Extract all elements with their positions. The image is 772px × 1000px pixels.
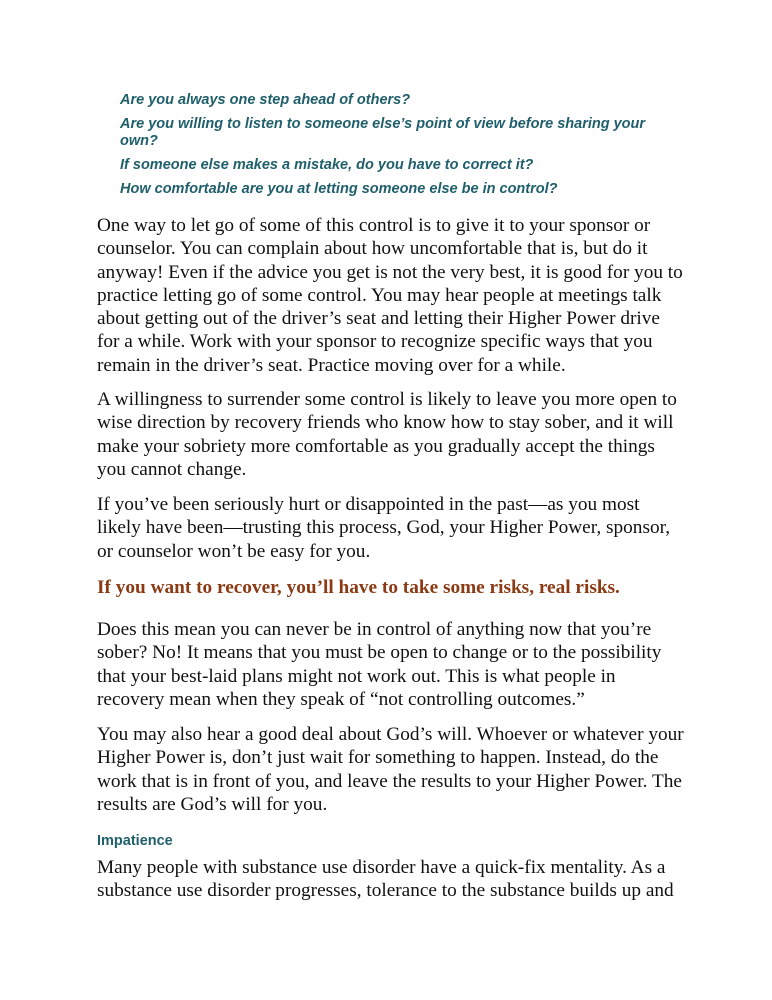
question-item: Are you willing to listen to someone else’s point of view before sharing your own?	[120, 116, 646, 149]
reflection-questions	[120, 92, 680, 205]
question-item: If someone else makes a mistake, do you have to correct it?	[120, 157, 534, 173]
callout-risks: If you want to recover, you’ll have to take some risks, real risks.	[97, 577, 620, 598]
paragraph-control-outcomes: Does this mean you can never be in control of anything now that you’re sober? No! It means that you must be open to change or to the possibility that your best-laid plans might not work out. This is what people in recovery mean when they speak of “not controlling outcomes.”	[97, 619, 662, 710]
paragraph-sponsor-control: One way to let go of some of this control is to give it to your sponsor or counselor. You can complain about how uncomfortable that is, but do it anyway! Even if the advice you get is not the very best, it is good for you to practice letting go of some control. You may hear people at meetings talk about getting out of the driver’s seat and letting their Higher Power drive for a while. Work with your sponsor to recognize specific ways that you remain in the driver’s seat. Practice moving over for a while.	[97, 215, 683, 376]
question-item: How comfortable are you at letting someone else be in control?	[120, 181, 558, 197]
question-item: Are you always one step ahead of others?	[120, 92, 411, 108]
paragraph-trust: If you’ve been seriously hurt or disappointed in the past—as you most likely have been—trusting this process, God, your Higher Power, sponsor, or counselor won’t be easy for you.	[97, 494, 671, 562]
paragraph-impatience: Many people with substance use disorder have a quick-fix mentality. As a substance use disorder progresses, tolerance to the substance builds up and	[97, 857, 674, 902]
paragraph-surrender: A willingness to surrender some control is likely to leave you more open to wise direction by recovery friends who know how to stay sober, and it will make your sobriety more comfortable as you gradually accept the things you cannot change.	[97, 389, 677, 480]
section-heading-impatience: Impatience	[97, 833, 173, 849]
paragraph-gods-will: You may also hear a good deal about God’s will. Whoever or whatever your Higher Power is, don’t just wait for something to happen. Instead, do the work that is in front of you, and leave the results to your Higher Power. The results are God’s will for you.	[97, 724, 684, 815]
